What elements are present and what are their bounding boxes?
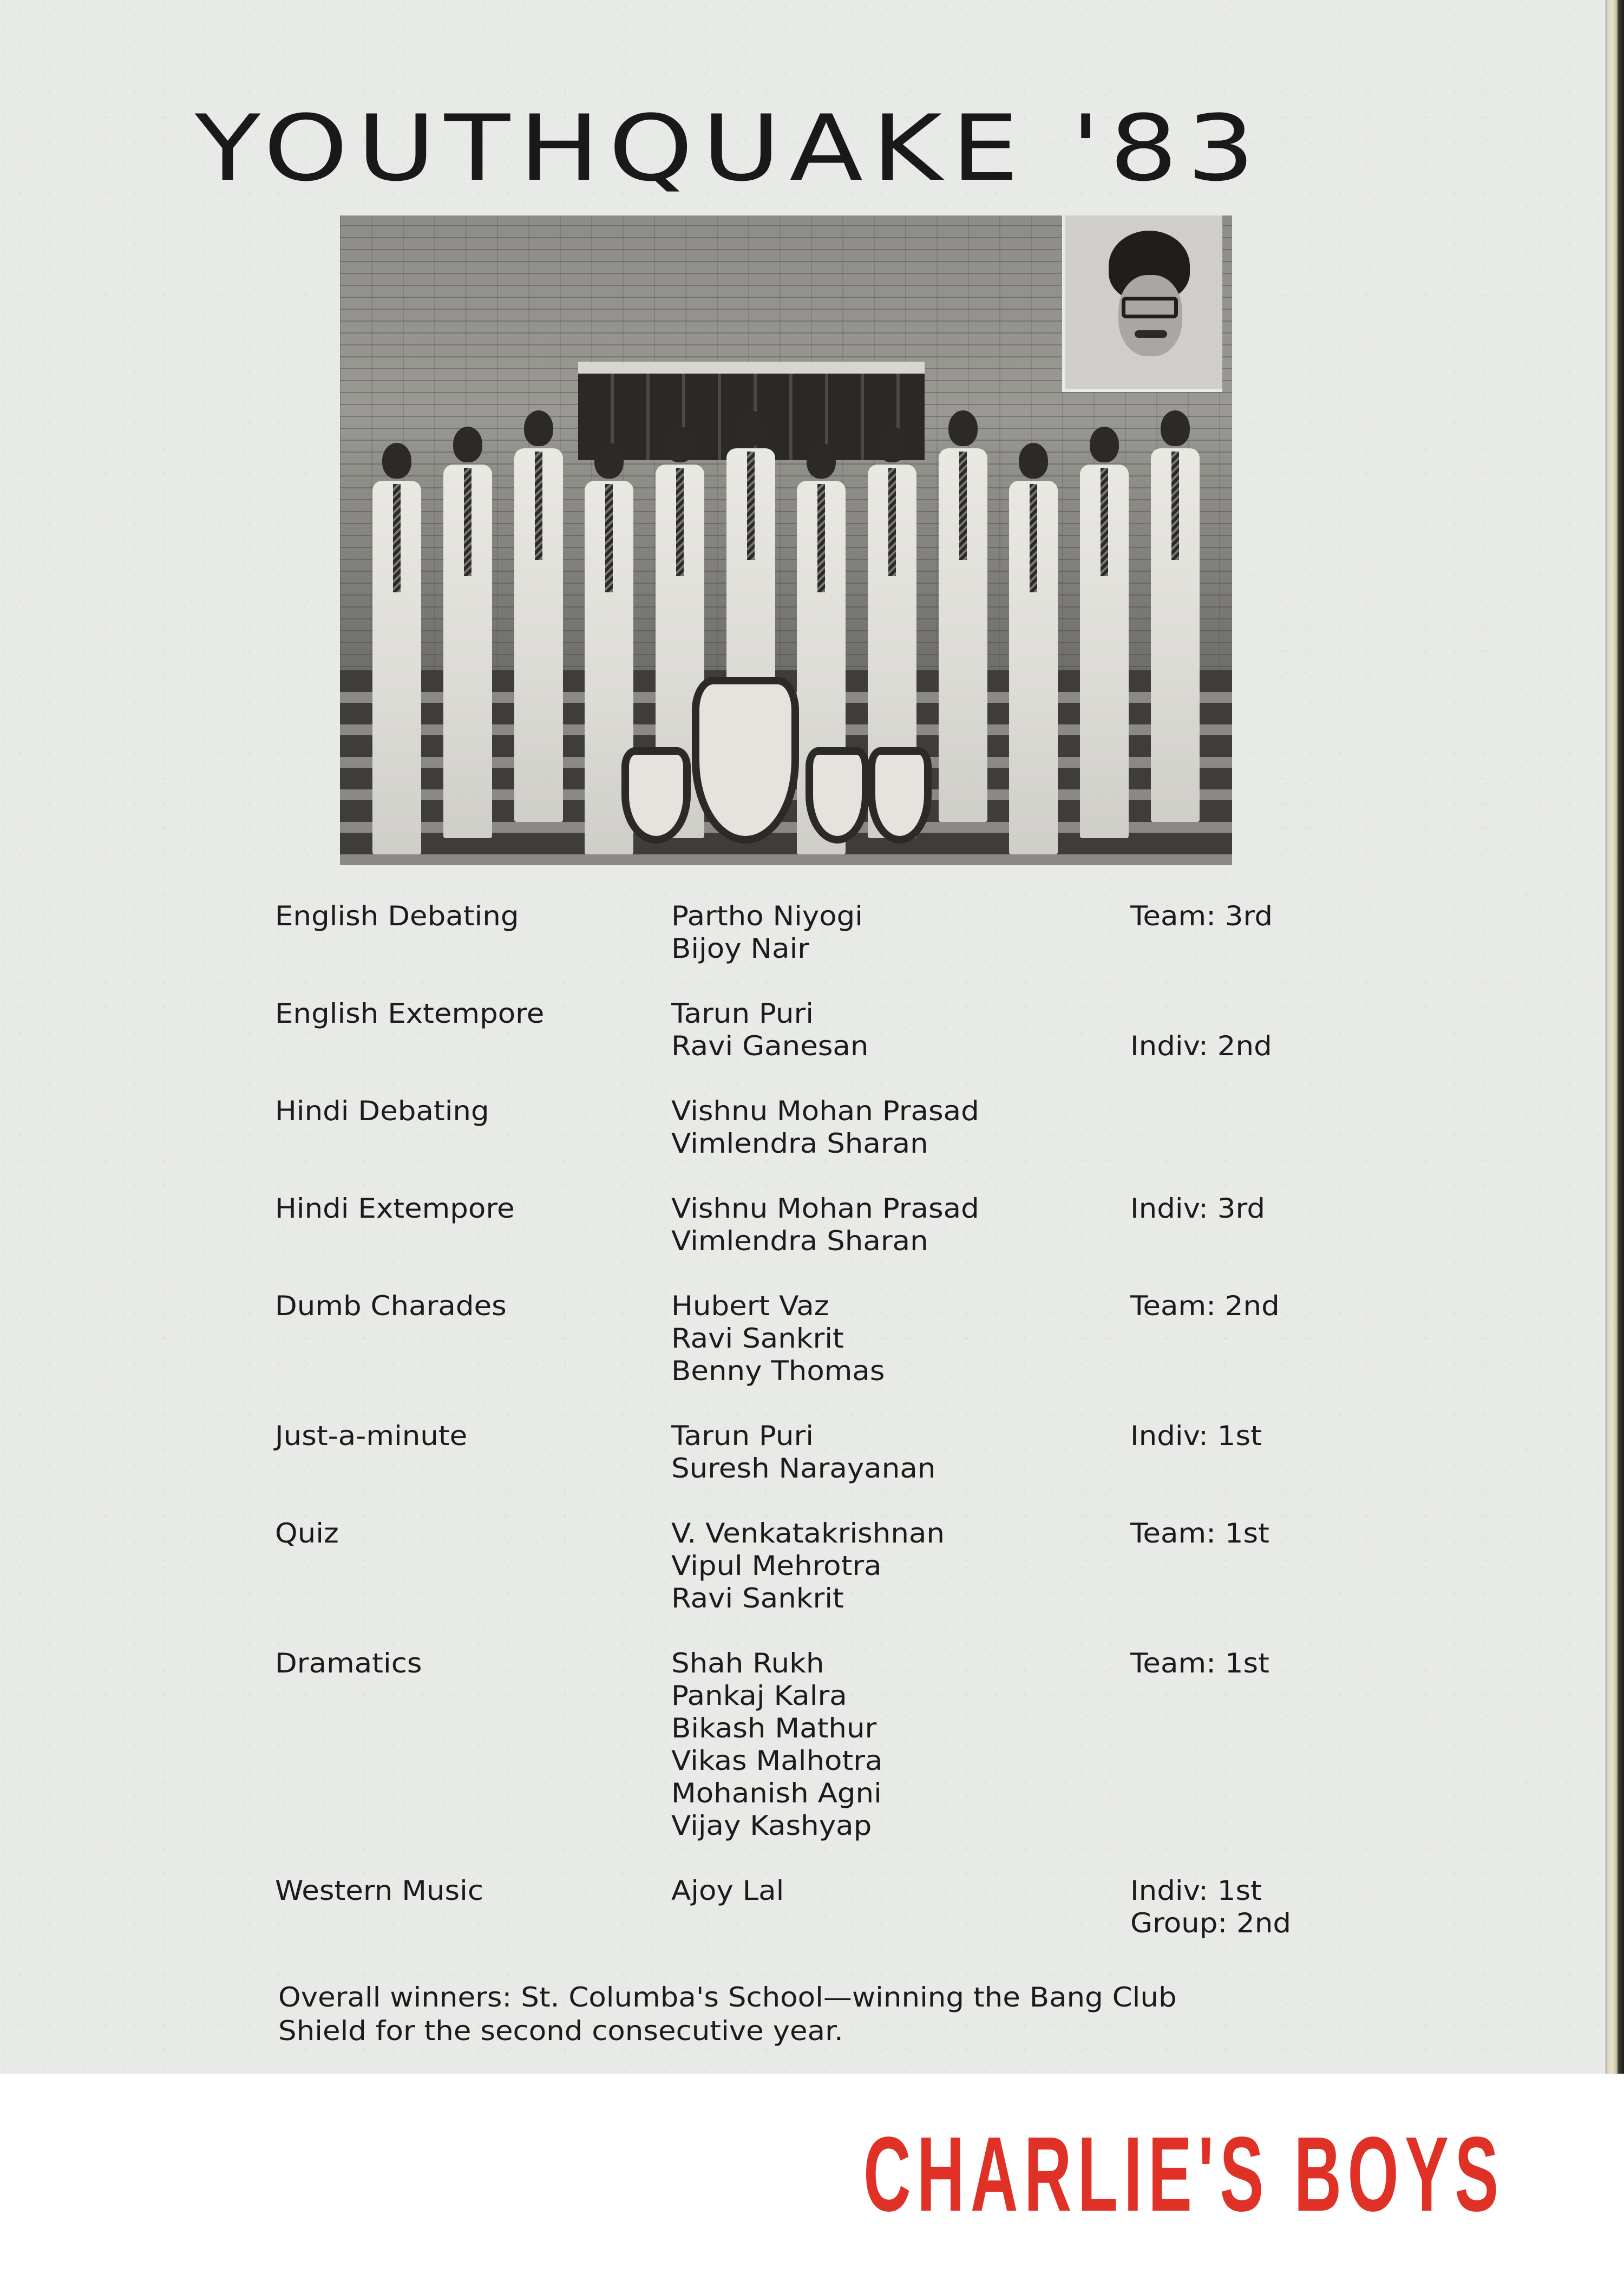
placement-label: Team: 2nd	[1130, 1290, 1280, 1322]
event-name	[275, 1647, 422, 1680]
striped-tie	[605, 484, 613, 592]
striped-tie	[1030, 484, 1037, 592]
participant-name: Mohanish Agni	[671, 1778, 882, 1809]
participant-name: Vishnu Mohan Prasad	[671, 1193, 979, 1224]
overall-line-1: Overall winners: St. Columba's School—winning the Bang Club	[278, 1982, 1177, 2013]
participant-name: Partho Niyogi	[671, 900, 863, 932]
participant-name: Vijay Kashyap	[671, 1810, 872, 1841]
student-head	[453, 427, 482, 462]
striped-tie	[535, 452, 542, 560]
placement-label: Indiv: 3rd	[1130, 1193, 1265, 1224]
brand-logo: CHARLIE'S BOYS	[863, 2115, 1505, 2233]
student-head	[736, 410, 765, 446]
striped-tie	[959, 452, 967, 560]
participant-name: Vimlendra Sharan	[671, 1225, 928, 1257]
participant-name: Ajoy Lal	[671, 1875, 784, 1906]
student-head	[665, 427, 695, 462]
participant-list	[671, 1290, 885, 1387]
result-placement	[1130, 1517, 1269, 1550]
participant-name: Ravi Sankrit	[671, 1583, 844, 1614]
placement-label: Indiv: 1st	[1130, 1420, 1262, 1452]
overall-line-2: Shield for the second consecutive year.	[278, 2015, 843, 2047]
trophy-shield	[806, 747, 869, 844]
student-figure	[514, 410, 563, 822]
event-name	[275, 1192, 515, 1225]
participant-name: Tarun Puri	[671, 998, 814, 1029]
student-head	[594, 443, 624, 479]
participant-name: Bijoy Nair	[671, 933, 810, 964]
student-head	[878, 427, 907, 462]
student-figure	[1151, 410, 1200, 822]
placement-label: Team: 1st	[1130, 1518, 1269, 1549]
result-placement	[1130, 1192, 1265, 1225]
trophy-shield	[868, 747, 932, 844]
striped-tie	[393, 484, 401, 592]
event-label: Dumb Charades	[275, 1290, 507, 1322]
participant-list	[671, 1874, 784, 1907]
participant-name: Ravi Sankrit	[671, 1323, 844, 1354]
event-label: Western Music	[275, 1875, 484, 1906]
portrait-moustache	[1135, 330, 1167, 338]
event-label: English Debating	[275, 900, 519, 932]
participant-name: Ravi Ganesan	[671, 1030, 869, 1062]
participant-name: Benny Thomas	[671, 1355, 885, 1387]
result-placement	[1130, 1647, 1269, 1680]
striped-tie	[464, 468, 472, 576]
participant-name: Vipul Mehrotra	[671, 1550, 882, 1582]
participant-list	[671, 1517, 945, 1615]
trophy-shield	[692, 677, 799, 844]
striped-tie	[817, 484, 825, 592]
event-label: Hindi Debating	[275, 1095, 489, 1127]
participant-name: Pankaj Kalra	[671, 1680, 847, 1711]
participant-name: Hubert Vaz	[671, 1290, 829, 1322]
participant-list	[671, 1192, 979, 1257]
participant-name: Bikash Mathur	[671, 1713, 877, 1744]
book-binding-edge	[1606, 0, 1624, 2074]
event-name	[275, 1290, 507, 1322]
participant-name: V. Venkatakrishnan	[671, 1518, 945, 1549]
participant-list	[671, 1420, 936, 1485]
participant-name: Vimlendra Sharan	[671, 1128, 928, 1159]
placement-label: Indiv: 2nd	[1130, 1030, 1272, 1062]
participant-name: Vishnu Mohan Prasad	[671, 1095, 979, 1127]
overall-winners-note	[278, 1981, 1483, 2048]
student-figure	[939, 410, 987, 822]
event-label: Quiz	[275, 1518, 339, 1549]
result-placement	[1130, 1290, 1280, 1322]
portrait-inset	[1062, 215, 1222, 392]
page-title: YOUTHQUAKE '83	[195, 95, 1264, 201]
result-placement	[1130, 900, 1273, 932]
event-name	[275, 1517, 339, 1550]
participant-list	[671, 1647, 883, 1842]
student-figure	[1009, 443, 1058, 822]
event-label: Just-a-minute	[275, 1420, 468, 1452]
trophy-shield	[621, 747, 691, 844]
participant-name: Shah Rukh	[671, 1648, 824, 1679]
participant-list	[671, 997, 869, 1062]
striped-tie	[747, 452, 755, 560]
placement-label: Group: 2nd	[1130, 1907, 1292, 1939]
event-label: Hindi Extempore	[275, 1193, 515, 1224]
event-name	[275, 997, 545, 1030]
striped-tie	[1101, 468, 1108, 576]
event-name	[275, 1095, 489, 1127]
participant-list	[671, 900, 863, 965]
event-label: English Extempore	[275, 998, 545, 1029]
event-name	[275, 900, 519, 932]
result-placement	[1130, 1420, 1262, 1452]
placement-label: Team: 1st	[1130, 1648, 1269, 1679]
event-label: Dramatics	[275, 1648, 422, 1679]
student-head	[1161, 410, 1190, 446]
result-placement	[1130, 1030, 1272, 1062]
result-placement	[1130, 1874, 1292, 1939]
student-head	[807, 443, 836, 479]
student-head	[382, 443, 411, 479]
student-head	[948, 410, 978, 446]
event-name	[275, 1874, 484, 1907]
student-figure	[1080, 427, 1129, 822]
participant-name: Suresh Narayanan	[671, 1453, 936, 1484]
striped-tie	[888, 468, 896, 576]
student-figure	[372, 443, 421, 822]
student-head	[1019, 443, 1048, 479]
event-name	[275, 1420, 468, 1452]
participant-name: Vikas Malhotra	[671, 1745, 883, 1776]
striped-tie	[676, 468, 684, 576]
placement-label: Indiv: 1st	[1130, 1875, 1262, 1906]
participant-name: Tarun Puri	[671, 1420, 814, 1452]
placement-label: Team: 3rd	[1130, 900, 1273, 932]
student-head	[1090, 427, 1119, 462]
striped-tie	[1171, 452, 1179, 560]
student-head	[524, 410, 553, 446]
student-figure	[443, 427, 492, 822]
participant-list	[671, 1095, 979, 1160]
portrait-glasses	[1122, 297, 1178, 318]
